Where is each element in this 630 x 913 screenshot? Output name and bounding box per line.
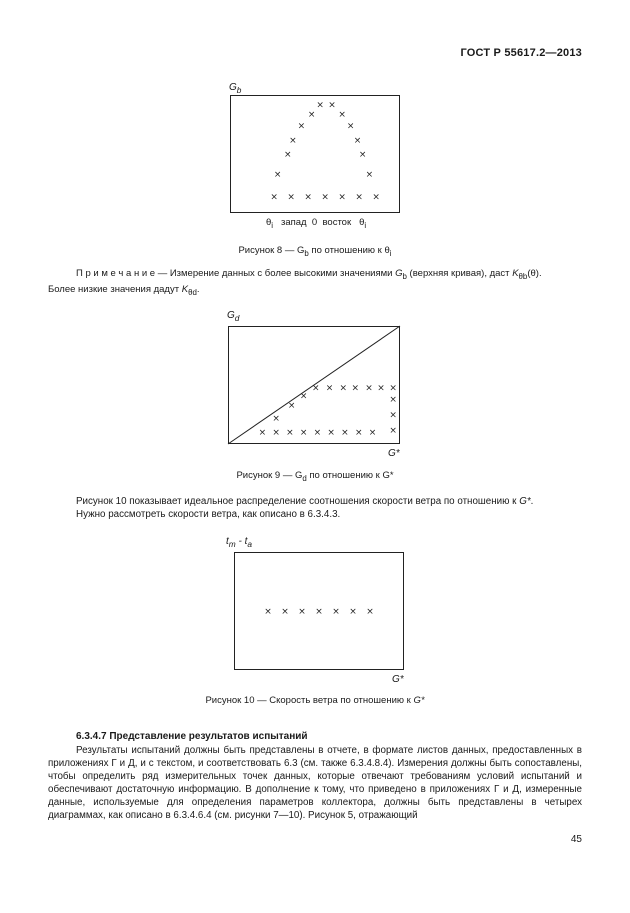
figure-9-plot xyxy=(228,326,400,444)
intro-paragraph: Рисунок 10 показывает идеальное распределение соотношения скорости ветра по отношению к G*. Нужно рассмотреть скорости ветра, как описано в 6.3.4.3. xyxy=(76,496,534,520)
figure-9-point-21: × xyxy=(389,410,397,421)
figure-9-point-9: × xyxy=(368,428,377,439)
figure-10-point-2: × xyxy=(281,607,289,617)
west-label: запад xyxy=(280,217,307,228)
figure-9-point-1: × xyxy=(258,428,267,439)
figure-8-point-5: × xyxy=(338,192,346,203)
figure-8-point-6: × xyxy=(355,192,363,203)
figure-9-point-16: × xyxy=(351,383,360,394)
figure-9-point-6: × xyxy=(327,428,335,439)
figure-10-point-5: × xyxy=(332,607,340,617)
figure-10-point-1: × xyxy=(264,607,272,617)
figure-8-point-9: × xyxy=(284,150,292,160)
figure-9-point-22: × xyxy=(389,425,397,436)
figure-10-point-7: × xyxy=(366,607,374,617)
figure-8-point-3: × xyxy=(304,192,312,203)
figure-9-point-18: × xyxy=(377,383,385,394)
figure-8-point-16: × xyxy=(346,121,355,132)
figure-8-point-12: × xyxy=(307,109,316,120)
figure-8-point-2: × xyxy=(287,192,295,203)
figure-9-point-17: × xyxy=(365,383,373,394)
figure-9-point-4: × xyxy=(299,428,308,439)
figure-8-point-17: × xyxy=(353,135,362,146)
figure-8-note: П р и м е ч а н и е — Измерение данных с более высокими значениями $G_b$ (верхняя кривая), даст $K_{\theta b}(\theta)$. Более низкие значения дадут $K_{\theta d}$. xyxy=(48,268,542,297)
figure-10-y-label: $t_m - t_a$ xyxy=(226,536,253,549)
figure-9-point-20: × xyxy=(389,395,397,406)
figure-8-point-11: × xyxy=(297,121,306,132)
figure-9-x-label: G* xyxy=(388,448,400,459)
figure-8-plot xyxy=(230,95,400,213)
figure-8-point-4: × xyxy=(321,192,329,203)
figure-9-caption: Рисунок 9 — $G_d$ по отношению к G* xyxy=(236,470,394,483)
figure-9-point-8: × xyxy=(354,428,363,439)
theta-left-label: $\theta_i$ xyxy=(266,217,274,230)
figure-8-y-label: $G_b$ xyxy=(229,82,242,95)
figure-10-caption: Рисунок 10 — Скорость ветра по отношению к G* xyxy=(205,695,425,706)
figure-8-caption: Рисунок 8 — $G_b$ по отношению к $\theta_i$ xyxy=(238,245,392,258)
figure-10-point-4: × xyxy=(315,607,323,617)
figure-8-x-axis-labels xyxy=(266,217,366,230)
theta-right-label: $\theta_i$ xyxy=(359,217,367,230)
zero-label: 0 xyxy=(311,217,318,228)
figure-9-point-7: × xyxy=(341,428,349,439)
figure-9-point-3: × xyxy=(286,428,294,439)
note-label: П р и м е ч а н и е xyxy=(76,268,156,279)
figure-9-point-12: × xyxy=(299,391,308,402)
figure-9-y-label: $G_d$ xyxy=(227,310,240,323)
figure-9-point-5: × xyxy=(313,428,322,439)
section-body: Результаты испытаний должны быть представлены в отчете, в формате листов данных, предоставленных в приложениях Г и Д, и с текстом, и соответствовать 6.3 (см. также 6.3.4.8.4). Измерения должны быть сопоставлены, чтобы определить ряд измерительных точек данных, которые отвечают требованиям условий испытаний и обеспечивают достаточную информацию. В дополнение к тому, что приведено в приложениях Г и Д, измеренные данные, используемые для определения параметров коллектора, должны быть представлены в четырех диаграммах, как описано в 6.3.4.6.4 (см. рисунки 7—10). Рисунок 5, отражающий xyxy=(48,745,582,821)
figure-8-point-1: × xyxy=(270,192,278,203)
section-heading: 6.3.4.7 Представление результатов испытаний xyxy=(76,731,308,742)
figure-9-point-10: × xyxy=(272,414,280,425)
figure-8-point-13: × xyxy=(316,100,324,111)
figure-8-point-8: × xyxy=(273,170,282,181)
figure-10-point-3: × xyxy=(298,607,306,617)
figure-8-point-18: × xyxy=(358,150,367,160)
figure-9-point-13: × xyxy=(311,383,320,394)
figure-8-point-15: × xyxy=(338,109,346,120)
figure-9-point-19: × xyxy=(389,383,397,394)
figure-8-point-14: × xyxy=(328,100,336,111)
figure-10-point-6: × xyxy=(349,607,357,617)
east-label: восток xyxy=(322,217,352,228)
figure-9-point-14: × xyxy=(325,383,334,394)
figure-9-point-11: × xyxy=(287,401,296,412)
figure-9-point-15: × xyxy=(339,383,348,394)
figure-8-point-19: × xyxy=(365,170,374,181)
figure-10-plot xyxy=(234,552,404,670)
page-number: 45 xyxy=(570,834,582,845)
figure-8-point-10: × xyxy=(289,135,297,146)
figure-8-point-7: × xyxy=(372,192,380,203)
figure-9-point-2: × xyxy=(272,428,280,439)
figure-10-x-label: G* xyxy=(392,674,404,685)
document-header: ГОСТ Р 55617.2—2013 xyxy=(460,47,582,59)
